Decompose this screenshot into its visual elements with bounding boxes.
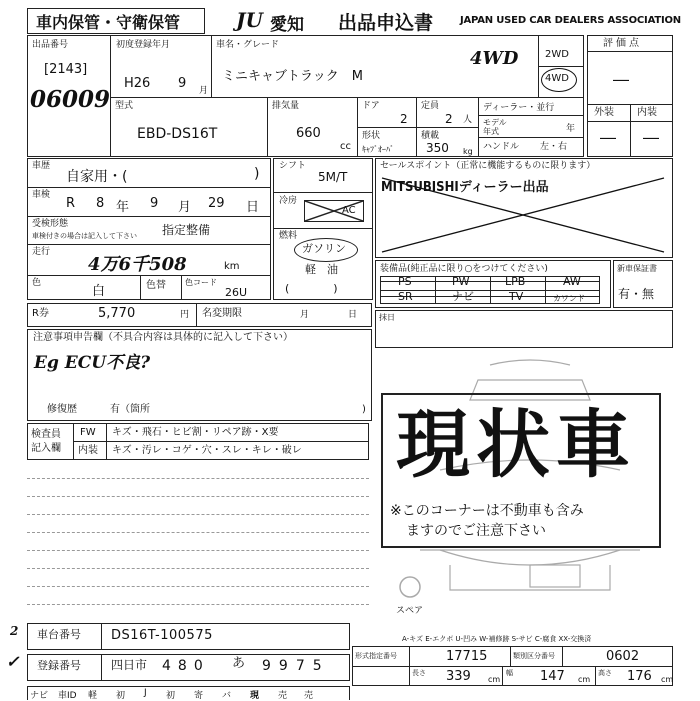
class-label: 類別区分番号 <box>513 652 555 660</box>
bottom-item: 初 <box>116 691 126 701</box>
inspection-month-unit: 月 <box>178 200 192 215</box>
width-unit: cm <box>578 675 591 684</box>
back-date-label: 抹日 <box>379 313 395 322</box>
car-name-value: ミニキャブトラック M <box>222 69 363 84</box>
storage-title: 車内保管・守衛保管 <box>36 13 181 32</box>
model-value: EBD-DS16T <box>137 126 218 142</box>
color-code: 26U <box>225 286 248 299</box>
bottom-item: 現 <box>250 691 260 701</box>
bottom-item: 車ID <box>58 691 77 701</box>
handle-label: ハンドル <box>483 142 520 152</box>
length-unit: cm <box>488 675 501 684</box>
equip-navi: ナビ <box>452 290 474 303</box>
bottom-item: バ <box>222 691 232 701</box>
score-label: 評価点 <box>603 38 642 49</box>
bottom-row-items <box>30 688 350 700</box>
shape-value: ｷｬﾌﾞｵｰﾊﾞ <box>362 145 394 154</box>
length-value: 339 <box>446 669 471 684</box>
aircon-label: 冷房 <box>279 196 298 206</box>
bottom-item: J <box>144 688 147 698</box>
fuel-gasoline: ガソリン <box>302 242 346 255</box>
repair-value: 有（箇所 <box>110 404 150 415</box>
equip-lpb: LPB <box>505 275 526 288</box>
equip-aw: AW <box>563 275 581 288</box>
model-year-unit: 年 <box>566 124 576 134</box>
inspection-form-note: 車検付きの場合は記入して下さい <box>32 232 137 240</box>
dealer-label: ディーラー・並行 <box>483 103 555 113</box>
first-reg-label: 初度登録年月 <box>116 40 171 50</box>
height-unit: cm <box>661 675 674 684</box>
mileage-value: 4万6千508 <box>88 254 187 275</box>
bottom-item: 初 <box>166 691 176 701</box>
selling-points-value: MITSUBISHIディーラー出品 <box>381 180 549 195</box>
plate-number: 9975 <box>262 658 330 674</box>
exterior-value: ― <box>600 128 616 147</box>
inspector-interior-label: 内装 <box>78 445 98 456</box>
repair-label: 修復歴 <box>47 404 77 415</box>
plate-label: 登録番号 <box>37 659 81 672</box>
color-value: 白 <box>92 284 106 299</box>
equip-ps: PS <box>398 275 412 288</box>
handle-value: 左・右 <box>540 142 568 152</box>
notes-value: Eg ECU不良? <box>34 353 151 373</box>
damage-legend: A-キズ E-エクボ U-凹み W-補修跡 S-サビ C-腐食 XX-交換済 <box>402 635 592 643</box>
inspector-fw-label: FW <box>80 427 96 438</box>
interior-value: ― <box>643 128 659 147</box>
shift-value: 5M/T <box>318 170 348 184</box>
capacity-label: 定員 <box>421 101 440 111</box>
name-change-label: 名変期限 <box>202 308 242 319</box>
recycle-row <box>27 303 372 327</box>
lot-label: 出品番号 <box>32 40 69 50</box>
equip-tv: TV <box>509 290 524 303</box>
repair-close: ) <box>362 404 366 415</box>
condition-note-2: ますのでご注意下さい <box>406 523 546 539</box>
first-reg-year: H26 <box>124 76 151 91</box>
plate-class: 480 <box>162 658 210 674</box>
mileage-unit: km <box>224 261 240 272</box>
score-value: ― <box>613 70 629 89</box>
chassis-mark: 2 <box>10 624 19 638</box>
displacement-value: 660 <box>296 126 321 141</box>
recycle-label: R券 <box>32 308 49 319</box>
inspection-form-label: 受検形態 <box>32 219 69 229</box>
color-change-label: 色替 <box>146 280 166 291</box>
association-name: JAPAN USED CAR DEALERS ASSOCIATION <box>460 15 681 26</box>
first-reg-month: 9 <box>178 76 187 91</box>
load-value: 350 <box>426 141 449 155</box>
exterior-label: 外装 <box>594 107 614 118</box>
equip-pw: PW <box>452 275 470 288</box>
history-close: ) <box>254 166 260 182</box>
notes-label: 注意事項申告欄（不具合内容は具体的に記入して下さい） <box>33 332 293 343</box>
bottom-item: 軽 <box>88 691 98 701</box>
history-label: 車歴 <box>32 161 51 171</box>
lot-sub-number: [2143] <box>44 62 88 77</box>
class-value: 0602 <box>606 649 640 664</box>
cert-value: 17715 <box>446 649 488 664</box>
equip-camera: カワンド <box>553 294 585 303</box>
model-year-label: モデル 年式 <box>483 118 507 136</box>
inspector-label-1: 検査員 <box>31 429 61 440</box>
inspection-label: 車検 <box>32 190 51 200</box>
inspection-month: 9 <box>150 196 159 211</box>
plate-mark: ✓ <box>6 652 20 671</box>
color-label: 色 <box>32 278 42 288</box>
equipment-label: 装備品(純正品に限り○をつけてください) <box>380 264 548 274</box>
drive-4wd: 4WD <box>545 73 569 84</box>
plate-kana: あ <box>232 656 246 671</box>
chassis-value: DS16T-100575 <box>111 628 213 643</box>
plate-area: 四日市 <box>111 658 148 672</box>
history-value: 自家用・( <box>66 169 128 185</box>
equip-sr: SR <box>398 290 413 303</box>
history-block <box>27 158 271 300</box>
load-unit: kg <box>463 147 473 156</box>
interior-label: 内装 <box>637 107 657 118</box>
inspector-interior-items: キズ・汚レ・コゲ・穴・スレ・キレ・破レ <box>112 445 302 456</box>
drive-2wd: 2WD <box>545 49 569 60</box>
warranty-label: 新車保証書 <box>617 264 657 273</box>
inspection-day: 29 <box>208 196 225 211</box>
length-label: 長さ <box>412 669 426 677</box>
aircon-value: AC <box>342 205 356 216</box>
name-change-month: 月 <box>300 310 310 320</box>
shape-label: 形状 <box>362 131 381 141</box>
inspection-year: 8 <box>96 196 105 211</box>
inspection-day-unit: 日 <box>246 200 260 215</box>
selling-points-label: セールスポイント（正常に機能するものに限ります） <box>380 161 596 171</box>
inspection-year-unit: 年 <box>116 200 130 215</box>
capacity-value: 2 <box>445 112 453 126</box>
fuel-diesel: 軽 油 <box>305 263 338 276</box>
fuel-other: ( ) <box>285 282 338 295</box>
displacement-label: 排気量 <box>272 101 300 111</box>
height-label: 高さ <box>598 669 612 677</box>
recycle-unit: 円 <box>180 310 190 320</box>
name-change-day: 日 <box>348 310 358 320</box>
warranty-value: 有・無 <box>618 287 655 301</box>
inspection-era: R <box>66 196 76 211</box>
recycle-value: 5,770 <box>98 306 136 321</box>
bottom-item: ナビ <box>30 691 49 701</box>
width-label: 幅 <box>506 669 513 677</box>
inspector-label-2: 記入欄 <box>31 443 61 454</box>
doors-label: ドア <box>362 101 380 111</box>
bottom-item: 売 <box>278 691 288 701</box>
doors-value: 2 <box>400 112 408 126</box>
color-code-label: 色コード <box>185 278 217 287</box>
width-value: 147 <box>540 669 565 684</box>
fuel-label: 燃料 <box>279 231 298 241</box>
logo-place: 愛知 <box>270 15 304 35</box>
load-label: 積載 <box>421 131 440 141</box>
cert-label: 形式指定番号 <box>355 652 397 660</box>
bottom-item: 寄 <box>194 691 204 701</box>
chassis-label: 車台番号 <box>37 628 81 641</box>
lot-number: 06009 <box>30 86 111 113</box>
inspector-fw-items: キズ・飛石・ヒビ割・リペア跡・X要 <box>112 427 279 438</box>
mileage-label: 走行 <box>32 247 51 257</box>
capacity-unit: 人 <box>463 115 473 125</box>
bottom-item: 売 <box>304 691 314 701</box>
model-label: 型式 <box>115 101 134 111</box>
car-name-note: 4WD <box>470 48 519 69</box>
first-reg-month-unit: 月 <box>199 86 209 96</box>
shift-label: シフト <box>279 161 307 171</box>
spare-label: スペア <box>396 606 424 616</box>
inspection-form-value: 指定整備 <box>162 223 211 237</box>
ju-logo: JU <box>236 8 263 32</box>
condition-stamp-text: 現状車 <box>396 402 636 488</box>
form-title: 出品申込書 <box>338 12 434 34</box>
height-value: 176 <box>627 669 652 684</box>
car-name-label: 車名・グレード <box>216 40 280 50</box>
back-date-box <box>375 310 673 348</box>
condition-note-1: ※このコーナーは不動車も含み <box>390 503 584 519</box>
displacement-unit: cc <box>340 141 351 152</box>
